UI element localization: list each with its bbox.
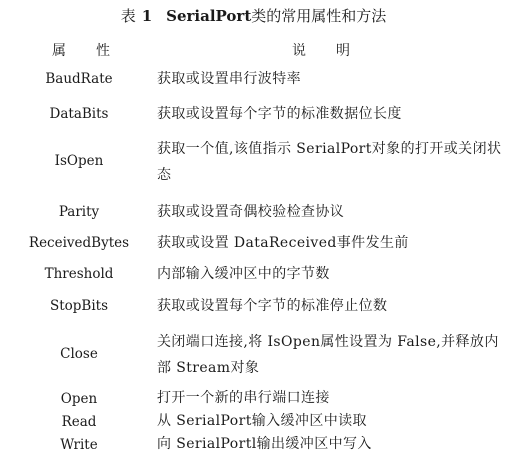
caption-label: 表: [120, 7, 136, 25]
property-description: 获取或设置串行波特率: [157, 71, 301, 87]
property-name: Parity: [58, 204, 100, 220]
header-property: 属性: [52, 43, 140, 59]
property-description: 向 SerialPortl输出缓冲区中写入: [157, 436, 372, 452]
header-description: 说明: [292, 43, 380, 59]
caption-number: 1: [141, 7, 153, 25]
property-description: 获取或设置奇偶校验检查协议: [157, 204, 345, 220]
property-description: 关闭端口连接,将 IsOpen属性设置为 False,并释放内部 Stream对象: [157, 334, 499, 376]
property-description: 获取一个值,该值指示 SerialPort对象的打开或关闭状态: [157, 141, 502, 183]
table-caption: [0, 6, 507, 26]
property-name: Open: [60, 391, 98, 407]
property-description: 打开一个新的串行端口连接: [157, 390, 330, 406]
property-name: BaudRate: [45, 71, 113, 87]
property-description: 获取或设置每个字节的标准停止位数: [157, 298, 388, 314]
property-description: 内部输入缓冲区中的字节数: [157, 266, 330, 282]
property-name: ReceivedBytes: [28, 235, 130, 251]
property-description: 从 SerialPort输入缓冲区中读取: [157, 413, 367, 429]
property-name: IsOpen: [54, 153, 104, 169]
property-name: Read: [61, 414, 97, 430]
property-name: Write: [60, 437, 98, 453]
property-name: StopBits: [49, 298, 109, 314]
property-description: 获取或设置 DataReceived事件发生前: [157, 235, 409, 251]
caption-class-name: SerialPort: [166, 7, 252, 25]
property-name: Threshold: [44, 266, 114, 282]
property-name: Close: [60, 346, 98, 362]
caption-title: 类的常用属性和方法: [251, 7, 387, 25]
property-description: 获取或设置每个字节的标准数据位长度: [157, 106, 402, 122]
property-name: DataBits: [49, 106, 109, 122]
